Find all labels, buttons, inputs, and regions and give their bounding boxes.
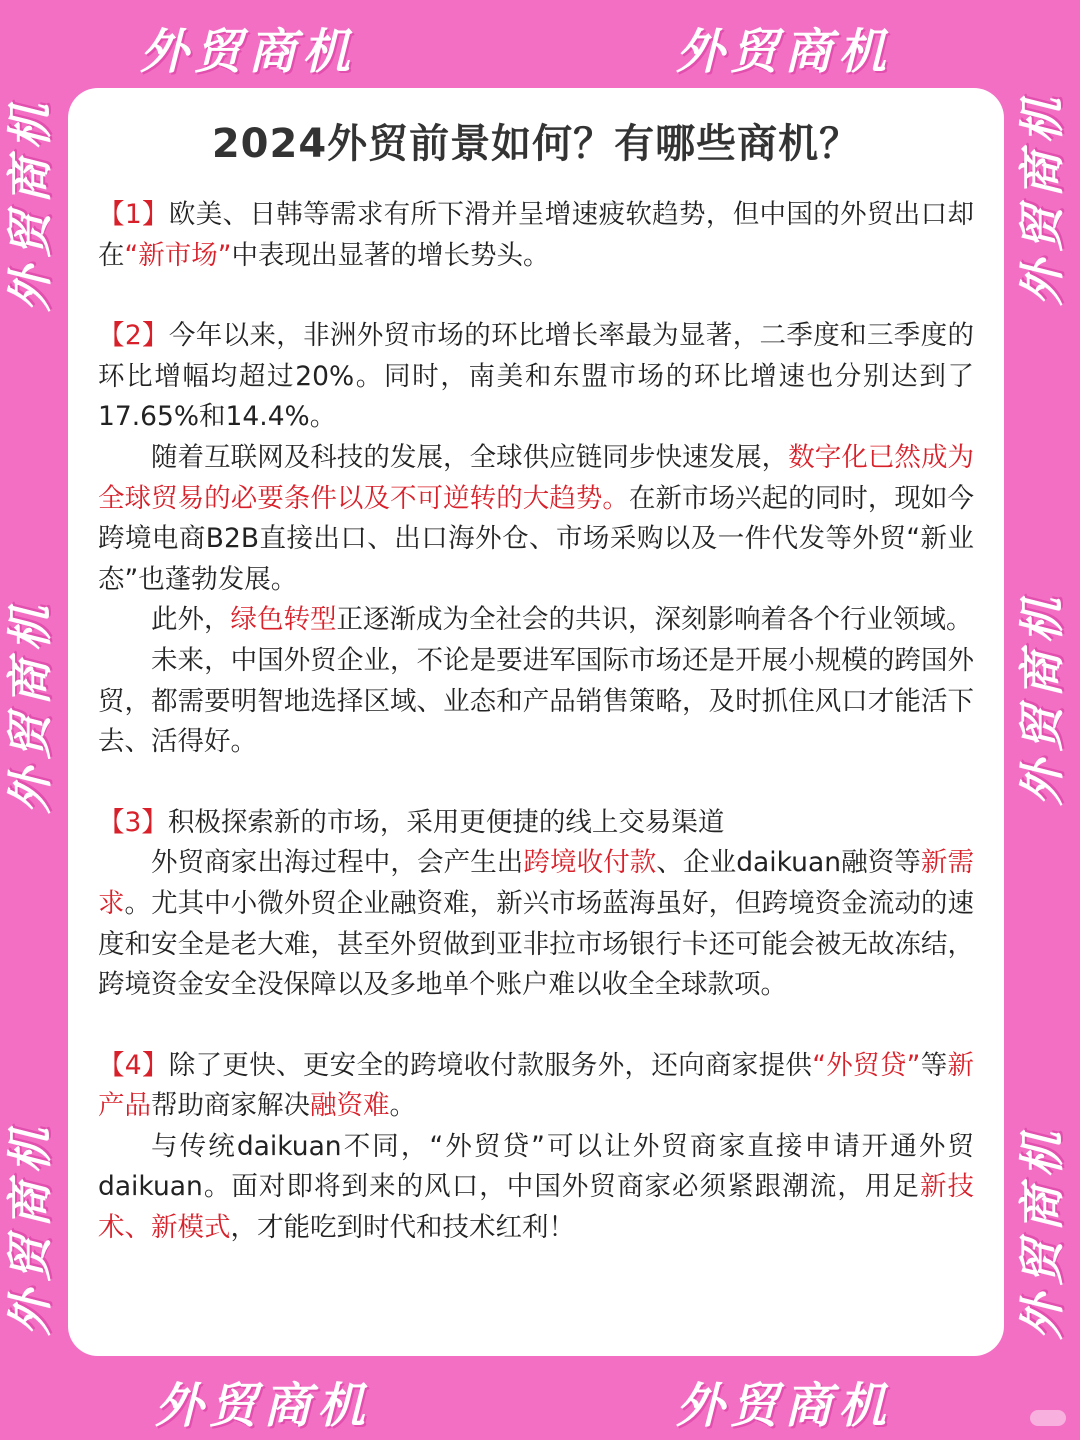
banner-right-3: 外贸商机 — [1015, 1124, 1069, 1340]
paragraph-5 — [98, 641, 974, 763]
paragraph-8-highlight-1: “外贸贷” — [812, 1049, 921, 1081]
paragraph-8-highlight-2: 新产品 — [98, 1049, 975, 1122]
paragraph-4-text-b: 正逐渐成为全社会的共识，深刻影响着各个行业领域。 — [336, 604, 973, 636]
paragraph-3-highlight: 数字化已然成为全球贸易的必要条件以及不可逆转的大趋势。 — [98, 441, 975, 514]
content-card — [68, 88, 1004, 1356]
paragraph-9-text-a: 与传统daikuan不同，“外贸贷”可以让外贸商家直接申请开通外贸daikuan。面对即将到来的风口，中国外贸商家必须紧跟潮流，用足 — [98, 1130, 974, 1203]
banner-top-right: 外贸商机 — [676, 24, 893, 80]
watermark-badge — [1030, 1410, 1066, 1426]
paragraph-7-text-a: 外贸商家出海过程中，会产生出 — [151, 847, 524, 879]
paragraph-2 — [98, 316, 974, 438]
paragraph-6-text: 积极探索新的市场，采用更便捷的线上交易渠道 — [167, 806, 725, 838]
paragraph-3 — [98, 438, 974, 600]
banner-left-2: 外贸商机 — [3, 598, 57, 814]
paragraph-8-text-d: 。 — [389, 1090, 416, 1122]
paragraph-4 — [98, 600, 974, 641]
section-number-2: 【2】 — [98, 320, 169, 352]
paragraph-7-highlight-1: 跨境收付款 — [523, 847, 657, 879]
paragraph-6 — [98, 803, 974, 844]
paragraph-7-text-c: 。尤其中小微外贸企业融资难，新兴市场蓝海虽好，但跨境资金流动的速度和安全是老大难，甚至外贸做到亚非拉市场银行卡还可能会被无故冻结，跨境资金安全没保障以及多地单个账户难以收全全球款项。 — [98, 887, 974, 1001]
banner-bottom-right: 外贸商机 — [676, 1378, 893, 1434]
paragraph-8-text-c: 帮助商家解决 — [151, 1090, 310, 1122]
section-number-4: 【4】 — [98, 1049, 169, 1081]
paragraph-7-highlight-2: 新需求 — [98, 847, 975, 919]
banner-top-left: 外贸商机 — [140, 24, 357, 80]
paragraph-1-highlight: “新市场” — [124, 239, 232, 271]
paragraph-4-text-a: 此外， — [151, 604, 231, 636]
page-title: 2024外贸前景如何？有哪些商机？ — [211, 121, 861, 167]
paragraph-8 — [98, 1046, 974, 1127]
paragraph-8-text-a: 除了更快、更安全的跨境收付款服务外，还向商家提供 — [168, 1049, 813, 1081]
paragraph-2-text: 今年以来，非洲外贸市场的环比增长率最为显著，二季度和三季度的环比增幅均超过20%。同时，南美和东盟市场的环比增速也分别达到了17.65%和14.4%。 — [98, 320, 974, 433]
paragraph-3-text-b: 在新市场兴起的同时，现如今跨境电商B2B直接出口、出口海外仓、市场采购以及一件代发等外贸“新业态”也蓬勃发展。 — [98, 482, 974, 595]
paragraph-5-text: 未来，中国外贸企业，不论是要进军国际市场还是开展小规模的跨国外贸，都需要明智地选择区域、业态和产品销售策略，及时抓住风口才能活下去、活得好。 — [98, 644, 974, 758]
section-number-3: 【3】 — [98, 806, 168, 838]
paragraph-8-text-b: 等 — [920, 1049, 948, 1081]
banner-left-3: 外贸商机 — [3, 1120, 57, 1336]
paragraph-1 — [98, 195, 974, 276]
paragraph-9 — [98, 1127, 974, 1249]
paragraph-8-highlight-3: 融资难 — [310, 1090, 390, 1122]
paragraph-1-text-b: 中表现出显著的增长势头。 — [231, 239, 550, 271]
paragraph-9-text-b: ，才能吃到时代和技术红利！ — [230, 1212, 575, 1244]
paragraph-7 — [98, 843, 974, 1005]
paragraph-7-text-b: 、企业daikuan融资等 — [656, 847, 921, 879]
banner-left-1: 外贸商机 — [3, 96, 57, 312]
banner-bottom-left: 外贸商机 — [155, 1378, 372, 1434]
paragraph-4-highlight: 绿色转型 — [230, 604, 337, 636]
paragraph-3-text-a: 随着互联网及科技的发展，全球供应链同步快速发展， — [151, 441, 789, 473]
section-number-1: 【1】 — [98, 199, 169, 230]
banner-right-1: 外贸商机 — [1015, 90, 1069, 306]
paragraph-9-highlight: 新技术、新模式 — [98, 1171, 974, 1244]
banner-right-2: 外贸商机 — [1015, 590, 1069, 806]
paragraph-1-text-a: 欧美、日韩等需求有所下滑并呈增速疲软趋势，但中国的外贸出口却在 — [98, 199, 974, 271]
